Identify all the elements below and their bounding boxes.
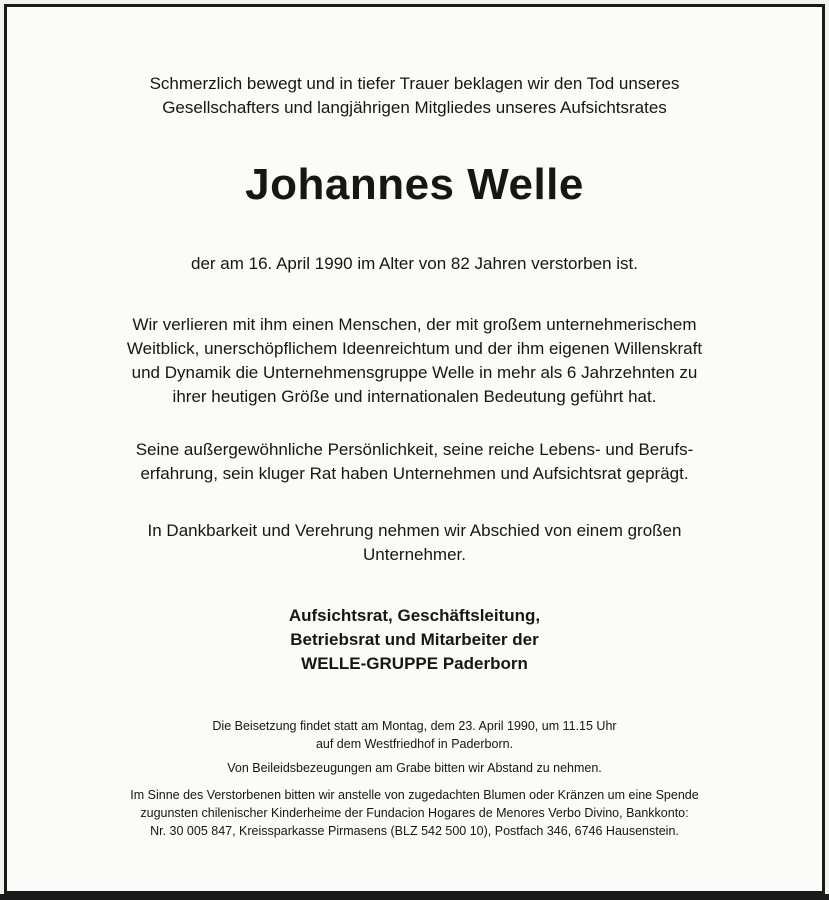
personality-paragraph: [7, 438, 822, 486]
burial-line: auf dem Westfriedhof in Paderborn.: [315, 737, 514, 751]
deceased-name: Johannes Welle: [245, 160, 584, 209]
donation-line: Im Sinne des Verstorbenen bitten wir anstelle von zugedachten Blumen oder Kränzen um eine Spende: [130, 788, 699, 802]
signer-line: WELLE-GRUPPE Paderborn: [301, 654, 528, 673]
intro-text: [7, 72, 822, 120]
tribute-line: ihrer heutigen Größe und internationalen Bedeutung geführt hat.: [172, 387, 657, 406]
bottom-border: [0, 894, 829, 900]
intro-line: Gesellschafters und langjährigen Mitgliedes unseres Aufsichtsrates: [162, 98, 667, 117]
donation-request: [7, 786, 822, 840]
burial-line: Die Beisetzung findet statt am Montag, dem 23. April 1990, um 11.15 Uhr: [212, 719, 617, 733]
tribute-paragraph: [7, 313, 822, 409]
intro-line: Schmerzlich bewegt und in tiefer Trauer beklagen wir den Tod unseres: [149, 74, 680, 93]
donation-line: Nr. 30 005 847, Kreissparkasse Pirmasens (BLZ 542 500 10), Postfach 346, 6746 Hausenstein.: [150, 824, 679, 838]
condolence-note: Von Beileidsbezeugungen am Grabe bitten wir Abstand zu nehmen.: [227, 761, 602, 775]
farewell-line: Unternehmer.: [363, 545, 466, 564]
signers-block: [7, 604, 822, 676]
farewell-line: In Dankbarkeit und Verehrung nehmen wir Abschied von einem großen: [147, 521, 682, 540]
farewell-paragraph: [7, 519, 822, 567]
burial-info: [7, 717, 822, 753]
signer-line: Aufsichtsrat, Geschäftsleitung,: [288, 606, 541, 625]
tribute-line: und Dynamik die Unternehmensgruppe Welle in mehr als 6 Jahrzehnten zu: [131, 363, 698, 382]
obituary-notice: [4, 4, 825, 894]
personality-line: Seine außergewöhnliche Persönlichkeit, seine reiche Lebens- und Berufs-: [135, 440, 694, 459]
death-date-line: der am 16. April 1990 im Alter von 82 Jahren verstorben ist.: [191, 254, 638, 273]
tribute-line: Weitblick, unerschöpflichem Ideenreichtum und der ihm eigenen Willenskraft: [126, 339, 703, 358]
tribute-line: Wir verlieren mit ihm einen Menschen, der mit großem unternehmerischem: [132, 315, 697, 334]
signer-line: Betriebsrat und Mitarbeiter der: [290, 630, 539, 649]
donation-line: zugunsten chilenischer Kinderheime der Fundacion Hogares de Menores Verbo Divino, Bankkonto:: [140, 806, 689, 820]
personality-line: erfahrung, sein kluger Rat haben Unternehmen und Aufsichtsrat geprägt.: [140, 464, 689, 483]
